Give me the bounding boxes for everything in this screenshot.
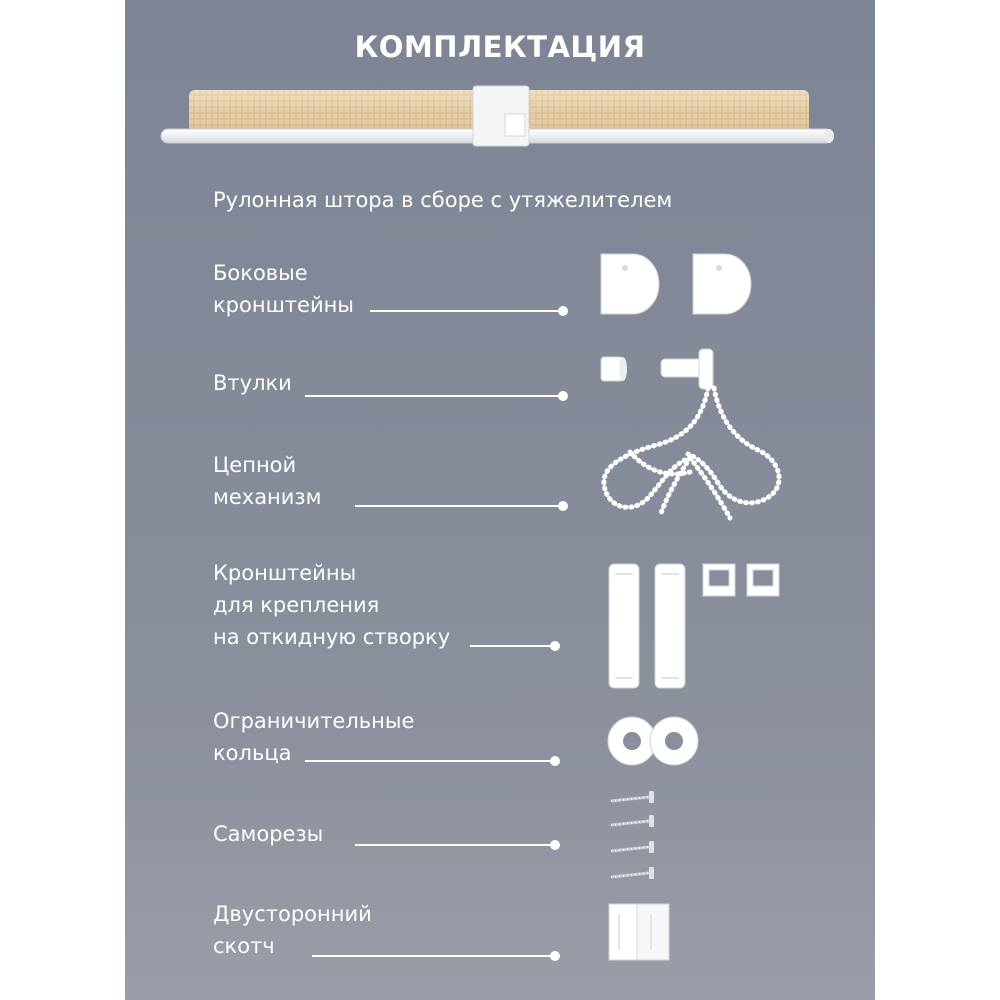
label-chain-mechanism: Цепной механизм: [213, 453, 322, 509]
roller-blind-icon: [155, 80, 845, 160]
leader-line: [312, 955, 552, 957]
leader-line: [355, 844, 552, 846]
leader-line: [305, 395, 560, 397]
stop-ring-icon: [605, 712, 705, 772]
label-bushings: Втулки: [213, 371, 292, 395]
content-panel: [125, 0, 875, 1000]
leader-line: [305, 760, 552, 762]
leader-dot: [550, 840, 560, 850]
label-stop-rings: Ограничительные кольца: [213, 709, 415, 765]
page-title: КОМПЛЕКТАЦИЯ: [354, 30, 646, 64]
screw-icon: [605, 785, 675, 890]
label-double-sided-tape: Двусторонний скотч: [213, 902, 372, 958]
tilt-sash-bracket-icon: [605, 560, 795, 695]
caption: Рулонная штора в сборе с утяжелителем: [213, 188, 673, 212]
label-side-brackets: Боковые кронштейны: [213, 261, 354, 317]
leader-dot: [558, 501, 568, 511]
leader-dot: [550, 951, 560, 961]
leader-line: [470, 645, 552, 647]
leader-line: [370, 310, 560, 312]
side-bracket-icon: [595, 250, 765, 320]
leader-dot: [550, 756, 560, 766]
leader-dot: [558, 391, 568, 401]
leader-dot: [550, 641, 560, 651]
label-screws: Саморезы: [213, 822, 324, 846]
leader-dot: [558, 306, 568, 316]
leader-line: [355, 505, 560, 507]
double-sided-tape-icon: [607, 900, 677, 965]
bead-chain-icon: [590, 380, 790, 525]
label-tilt-sash-brackets: Кронштейны для крепления на откидную створку: [213, 561, 451, 649]
